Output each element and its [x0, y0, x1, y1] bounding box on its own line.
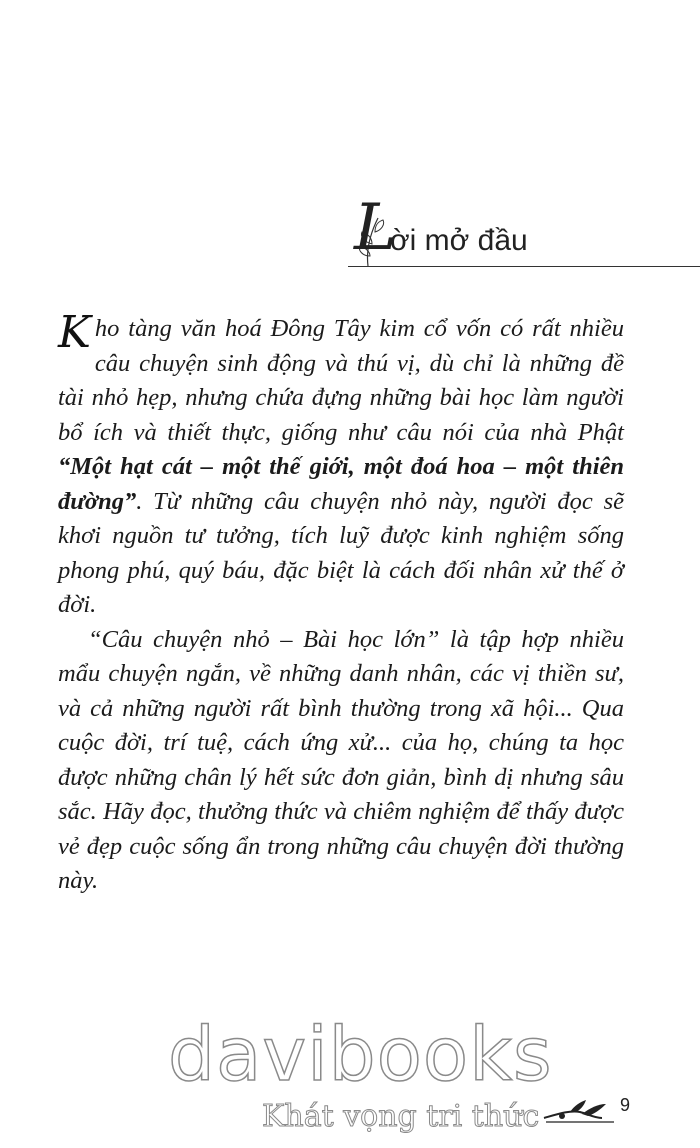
- heading-initial: L: [354, 191, 397, 265]
- preface-body: [58, 307, 624, 899]
- paragraph-1-text-end: . Từ những câu chuyện nhỏ này, người đọc sẽ khơi nguồn tư tưởng, tích luỹ được kinh nghiệm sống phong phú, quý báu, đặc biệt là cách đối nhân xử thế ở đời.: [58, 487, 624, 618]
- bird-icon: [540, 1088, 620, 1128]
- chapter-heading: [348, 191, 700, 276]
- paragraph-2: “Câu chuyện nhỏ – Bài học lớn” là tập hợp nhiều mẩu chuyện ngắn, về những danh nhân, các vị thiền sư, và cả những người rất bình thường trong xã hội... Qua cuộc đời, trí tuệ, cách ứng xử... của họ, chúng ta học được những chân lý hết sức đơn giản, bình dị nhưng sâu sắc. Hãy đọc, thưởng thức và chiêm nghiệm để thấy được vẻ đẹp cuộc sống ẩn trong những câu chuyện đời thường này.: [58, 625, 624, 894]
- drop-cap: K: [58, 307, 91, 358]
- heading-rule: [348, 266, 700, 267]
- page-number: 9: [620, 1095, 631, 1115]
- buddha-quote: “Một hạt cát – một thế giới, một đoá hoa – một thiên đường”: [58, 453, 624, 515]
- watermark-brand: davibooks: [168, 1012, 553, 1098]
- heading-title: ời mở đầu: [390, 224, 528, 257]
- paragraph-1: [58, 307, 624, 623]
- watermark-tagline: Khát vọng tri thức: [262, 1099, 540, 1134]
- paragraph-1-text: ho tàng văn hoá Đông Tây kim cổ vốn có rất nhiều câu chuyện sinh động và thú vị, dù chỉ là những đề tài nhỏ hẹp, nhưng chứa đựng những bài học làm người bổ ích và thiết thực, giống như câu nói của nhà Phật: [58, 315, 624, 446]
